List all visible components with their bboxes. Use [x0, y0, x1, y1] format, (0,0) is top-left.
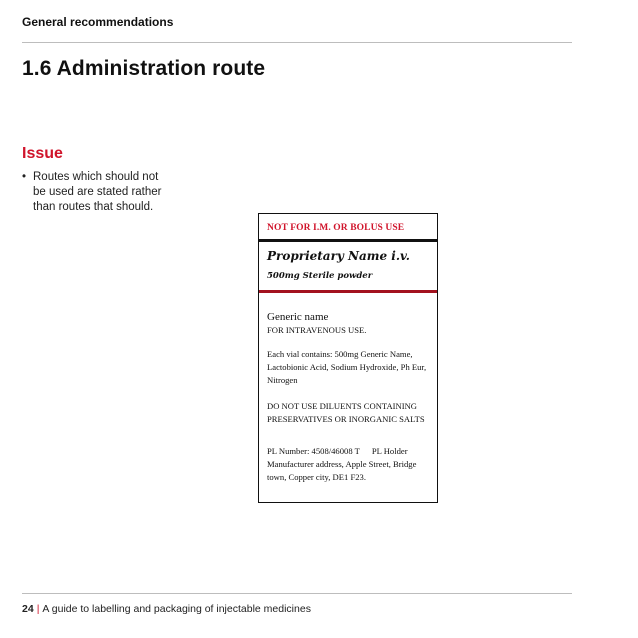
footer-title: A guide to labelling and packaging of injectable medicines — [42, 603, 311, 615]
label-black-bar — [259, 239, 437, 242]
label-red-bar — [259, 290, 437, 293]
label-pl-line — [267, 445, 435, 458]
issue-bullet-text: Routes which should not be used are stated rather than routes that should. — [33, 171, 162, 213]
issue-list — [22, 170, 172, 215]
label-pl-holder: PL Holder — [371, 446, 408, 456]
section-header: General recommendations — [22, 15, 174, 29]
issue-heading: Issue — [22, 145, 63, 162]
label-pl-number: PL Number: 4508/46008 T — [267, 446, 360, 456]
footer-separator: | — [36, 603, 40, 615]
header-divider — [22, 42, 572, 43]
label-contents: Each vial contains: 500mg Generic Name, Lactobionic Acid, Sodium Hydroxide, Ph Eur, Nitrogen — [267, 349, 427, 385]
label-proprietary-name: Proprietary Name i.v. — [267, 249, 410, 263]
page-footer — [22, 603, 311, 615]
label-generic-name: Generic name — [267, 311, 329, 323]
page-number: 24 — [22, 603, 34, 615]
medicine-label-example — [258, 213, 438, 503]
label-diluents-warning: DO NOT USE DILUENTS CONTAINING PRESERVATIVES OR INORGANIC SALTS — [267, 401, 425, 424]
label-form: 500mg Sterile powder — [267, 271, 373, 281]
bullet-icon: • — [22, 171, 27, 183]
label-manufacturer-address: Manufacturer address, Apple Street, Bridge town, Copper city, DE1 F23. — [267, 459, 417, 482]
footer-divider — [22, 593, 572, 594]
issue-bullet-item — [22, 170, 172, 215]
label-route: FOR INTRAVENOUS USE. — [267, 325, 367, 335]
label-warning: NOT FOR I.M. OR BOLUS USE — [267, 223, 405, 233]
page-title: 1.6 Administration route — [22, 57, 266, 80]
